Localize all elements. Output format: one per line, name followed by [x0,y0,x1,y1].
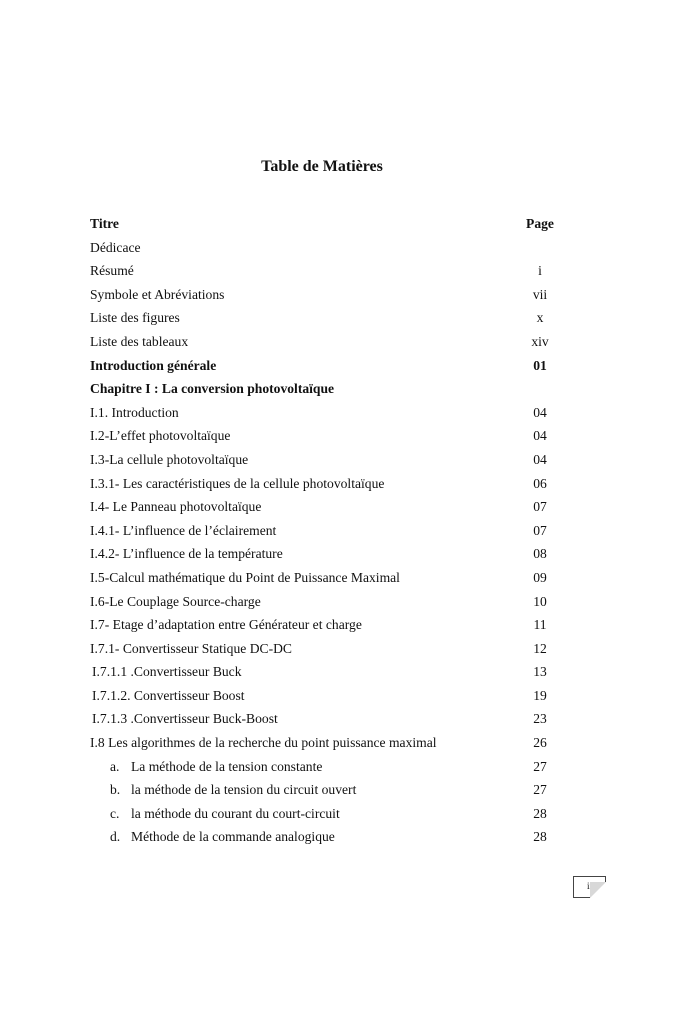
toc-entry-i6 [90,590,560,614]
toc-entry-i5 [90,566,560,590]
list-marker: a. [110,758,120,774]
toc-header [90,212,560,236]
page-title: Table de Matières [261,158,383,175]
entry-label: Symbole et Abréviations [90,286,225,302]
toc-entry-i8-c [90,802,560,826]
entry-label [110,825,335,849]
entry-label: I.7- Etage d’adaptation entre Générateur et charge [90,617,362,633]
toc-entry-i4-1 [90,519,560,543]
entry-text: la méthode de la tension du circuit ouvert [131,782,357,798]
toc-entry-i7-1-1 [90,660,560,684]
entry-label: Liste des tableaux [90,333,189,349]
entry-page: 26 [533,735,547,751]
entry-page: 27 [533,758,547,774]
toc-entry-i3 [90,448,560,472]
entry-page: 07 [533,499,547,515]
entry-label [110,802,340,826]
entry-page: vii [532,286,548,302]
entry-page: 28 [533,829,547,845]
entry-page: 06 [533,475,547,491]
entry-label: I.7.1.3 .Convertisseur Buck-Boost [92,711,278,727]
toc-entry-resume [90,259,560,283]
header-title-label: Titre [90,216,119,231]
page-curl-icon [590,882,606,898]
toc-entry-i8-b [90,778,560,802]
entry-page: 09 [533,569,547,585]
toc-entry-introduction [90,354,560,378]
entry-page: 07 [533,522,547,538]
toc-entry-i7-1 [90,637,560,661]
toc-entry-i3-1 [90,472,560,496]
toc-entry-i2 [90,424,560,448]
entry-page: 28 [533,805,547,821]
entry-page: 04 [533,404,547,420]
entry-page: 10 [533,593,547,609]
toc-entry-chapitre-1 [90,377,560,401]
entry-label [110,755,322,779]
entry-page: 01 [533,357,547,373]
toc-entry-symboles [90,283,560,307]
entry-label: I.7.1.1 .Convertisseur Buck [92,664,242,680]
entry-page: 08 [533,546,547,562]
toc-entry-i4 [90,495,560,519]
toc-entry-dedicace [90,236,560,260]
entry-label: Introduction générale [90,357,217,373]
entry-label: Résumé [90,263,134,279]
entry-page: 13 [533,664,547,680]
entry-text: Méthode de la commande analogique [131,829,335,845]
page-number-box [573,876,606,898]
entry-label: I.4.1- L’influence de l’éclairement [90,522,277,538]
entry-page: 04 [533,451,547,467]
entry-label: I.2-L’effet photovoltaïque [90,428,231,444]
entry-page: x [536,310,544,326]
list-marker: b. [110,782,121,798]
entry-page: 12 [533,640,547,656]
toc-entry-i8-a [90,755,560,779]
table-of-contents [90,212,560,849]
toc-entry-i8-d [90,825,560,849]
toc-entry-i1 [90,401,560,425]
toc-entry-i4-2 [90,542,560,566]
page-number: ii [586,881,592,891]
entry-label: I.7.1.2. Convertisseur Boost [92,687,245,703]
entry-page: 11 [533,617,547,633]
list-marker: c. [110,805,120,821]
entry-page: i [538,263,542,279]
entry-label: Liste des figures [90,310,180,326]
header-page-label: Page [526,216,554,231]
entry-label: I.3-La cellule photovoltaïque [90,451,249,467]
entry-page: 04 [533,428,547,444]
entry-label: Chapitre I : La conversion photovoltaïque [90,381,335,397]
entry-label: I.6-Le Couplage Source-charge [90,593,261,609]
entry-label: Dédicace [90,239,141,255]
entry-text: la méthode du courant du court-circuit [131,805,340,821]
list-marker: d. [110,829,121,845]
toc-entry-figures [90,306,560,330]
entry-page: 23 [533,711,547,727]
toc-entry-i8 [90,731,560,755]
entry-page: 19 [533,687,547,703]
entry-page: xiv [531,333,549,349]
entry-label: I.8 Les algorithmes de la recherche du point puissance maximal [90,735,437,751]
entry-page: 27 [533,782,547,798]
entry-text: La méthode de la tension constante [131,758,323,774]
entry-label: I.4- Le Panneau photovoltaïque [90,499,262,515]
toc-entry-tableaux [90,330,560,354]
entry-label: I.3.1- Les caractéristiques de la cellule photovoltaïque [90,475,385,491]
entry-label: I.4.2- L’influence de la température [90,546,283,562]
entry-label: I.7.1- Convertisseur Statique DC-DC [90,640,292,656]
toc-entry-i7 [90,613,560,637]
entry-label: I.5-Calcul mathématique du Point de Puissance Maximal [90,569,400,585]
toc-entry-i7-1-3 [90,707,560,731]
entry-label: I.1. Introduction [90,404,179,420]
entry-label [110,778,356,802]
toc-entry-i7-1-2 [90,684,560,708]
